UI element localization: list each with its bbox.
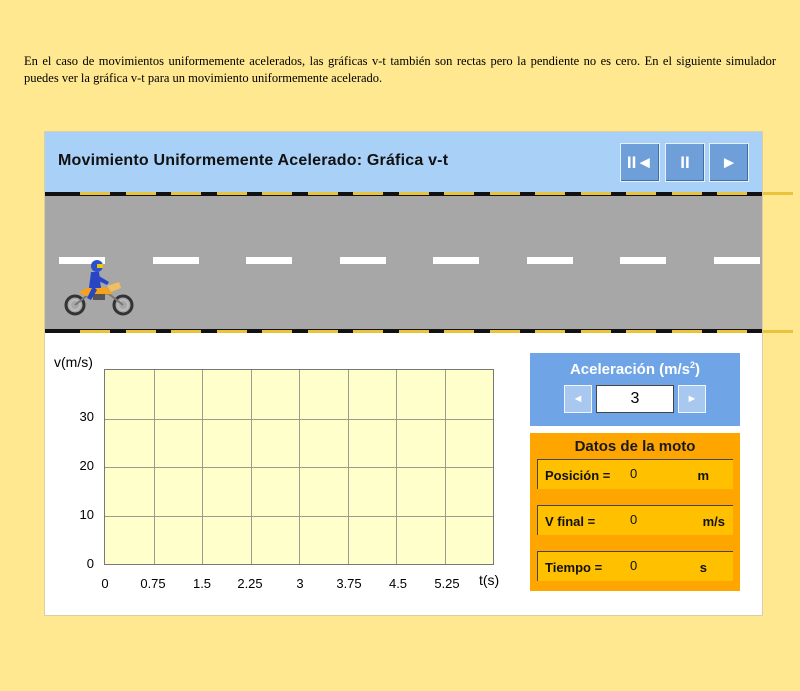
final-velocity-unit: m/s xyxy=(702,514,725,529)
curb-marking xyxy=(535,330,565,333)
position-label: Posición = xyxy=(545,468,611,483)
curb-marking xyxy=(171,330,201,333)
grid-line-horizontal xyxy=(105,419,493,420)
final-velocity-row xyxy=(537,505,733,535)
curb-marking xyxy=(672,192,702,195)
lane-dash xyxy=(527,257,573,264)
x-tick-label: 0 xyxy=(101,576,109,591)
final-velocity-value: 0 xyxy=(630,512,638,527)
position-unit: m xyxy=(697,468,709,483)
acceleration-panel xyxy=(530,353,740,426)
curb-marking xyxy=(399,330,429,333)
curb-marking xyxy=(444,330,474,333)
curb-marking xyxy=(444,192,474,195)
curb-marking xyxy=(171,192,201,195)
lane-dash xyxy=(340,257,386,264)
curb-marking xyxy=(626,192,656,195)
curb-marking xyxy=(581,330,611,333)
y-tick-label: 10 xyxy=(79,507,94,522)
y-axis-label: v(m/s) xyxy=(54,354,93,370)
lane-dash xyxy=(153,257,199,264)
x-tick-label: 2.25 xyxy=(237,576,263,591)
curb-marking xyxy=(763,330,793,333)
motorcycle-icon xyxy=(63,258,135,318)
x-axis-label: t(s) xyxy=(479,572,500,588)
x-tick-label: 0.75 xyxy=(140,576,166,591)
lane-dash xyxy=(246,257,292,264)
simulator-panel xyxy=(44,131,763,616)
curb-marking xyxy=(308,192,338,195)
road xyxy=(45,192,762,333)
curb-marking xyxy=(717,330,747,333)
position-value: 0 xyxy=(630,466,638,481)
grid-line-horizontal xyxy=(105,467,493,468)
reset-button[interactable]: II◄ xyxy=(620,143,660,182)
moto-data-panel xyxy=(530,433,740,591)
lane-dash xyxy=(714,257,760,264)
acceleration-title: Aceleración $(m/s^2)$ xyxy=(569,360,701,378)
y-tick-label: 20 xyxy=(79,458,94,473)
velocity-time-graph xyxy=(45,334,525,614)
x-tick-label: 3 xyxy=(296,576,304,591)
curb-marking xyxy=(262,330,292,333)
lane-dash xyxy=(620,257,666,264)
intro-paragraph: En el caso de movimientos uniformemente acelerados, las gráficas v-t también son rectas pero la pendiente no es cero. En el siguiente simulador puedes ver la gráfica v-t para un movimiento uniformemente acelerado. xyxy=(24,54,776,85)
y-tick-label: 0 xyxy=(86,556,94,571)
curb-marking xyxy=(217,330,247,333)
simulator-header xyxy=(45,132,762,192)
curb-marking xyxy=(80,192,110,195)
time-label: Tiempo = xyxy=(545,560,603,575)
curb-marking xyxy=(353,330,383,333)
curb-marking xyxy=(353,192,383,195)
curb-marking xyxy=(399,192,429,195)
curb-marking xyxy=(80,330,110,333)
time-unit: s xyxy=(699,560,707,575)
time-row xyxy=(537,551,733,581)
x-tick-label: 3.75 xyxy=(336,576,362,591)
grid-line-horizontal xyxy=(105,516,493,517)
final-velocity-label: V final = xyxy=(545,514,596,529)
simulator-title: Movimiento Uniformemente Acelerado: Gráfica v-t xyxy=(58,152,449,169)
curb-marking xyxy=(717,192,747,195)
moto-data-title: Datos de la moto xyxy=(574,438,696,455)
curb-marking xyxy=(626,330,656,333)
decrease-acceleration-button[interactable]: ◄ xyxy=(564,385,592,413)
time-value: 0 xyxy=(630,558,638,573)
curb-marking xyxy=(490,192,520,195)
curb-marking xyxy=(126,192,156,195)
pause-button[interactable]: II xyxy=(665,143,705,182)
curb-marking xyxy=(262,192,292,195)
lane-dash xyxy=(433,257,479,264)
position-row xyxy=(537,459,733,489)
curb-marking xyxy=(217,192,247,195)
x-tick-label: 5.25 xyxy=(434,576,460,591)
curb-marking xyxy=(490,330,520,333)
curb-marking xyxy=(763,192,793,195)
curb-marking xyxy=(535,192,565,195)
curb-marking xyxy=(672,330,702,333)
curb-marking xyxy=(581,192,611,195)
play-button[interactable]: ► xyxy=(709,143,749,182)
curb-marking xyxy=(308,330,338,333)
acceleration-input[interactable]: 3 xyxy=(596,385,674,413)
curb-marking xyxy=(126,330,156,333)
x-tick-label: 4.5 xyxy=(388,576,408,591)
increase-acceleration-button[interactable]: ► xyxy=(678,385,706,413)
y-tick-label: 30 xyxy=(79,409,94,424)
graph-plot-area xyxy=(104,369,494,565)
x-tick-label: 1.5 xyxy=(192,576,212,591)
